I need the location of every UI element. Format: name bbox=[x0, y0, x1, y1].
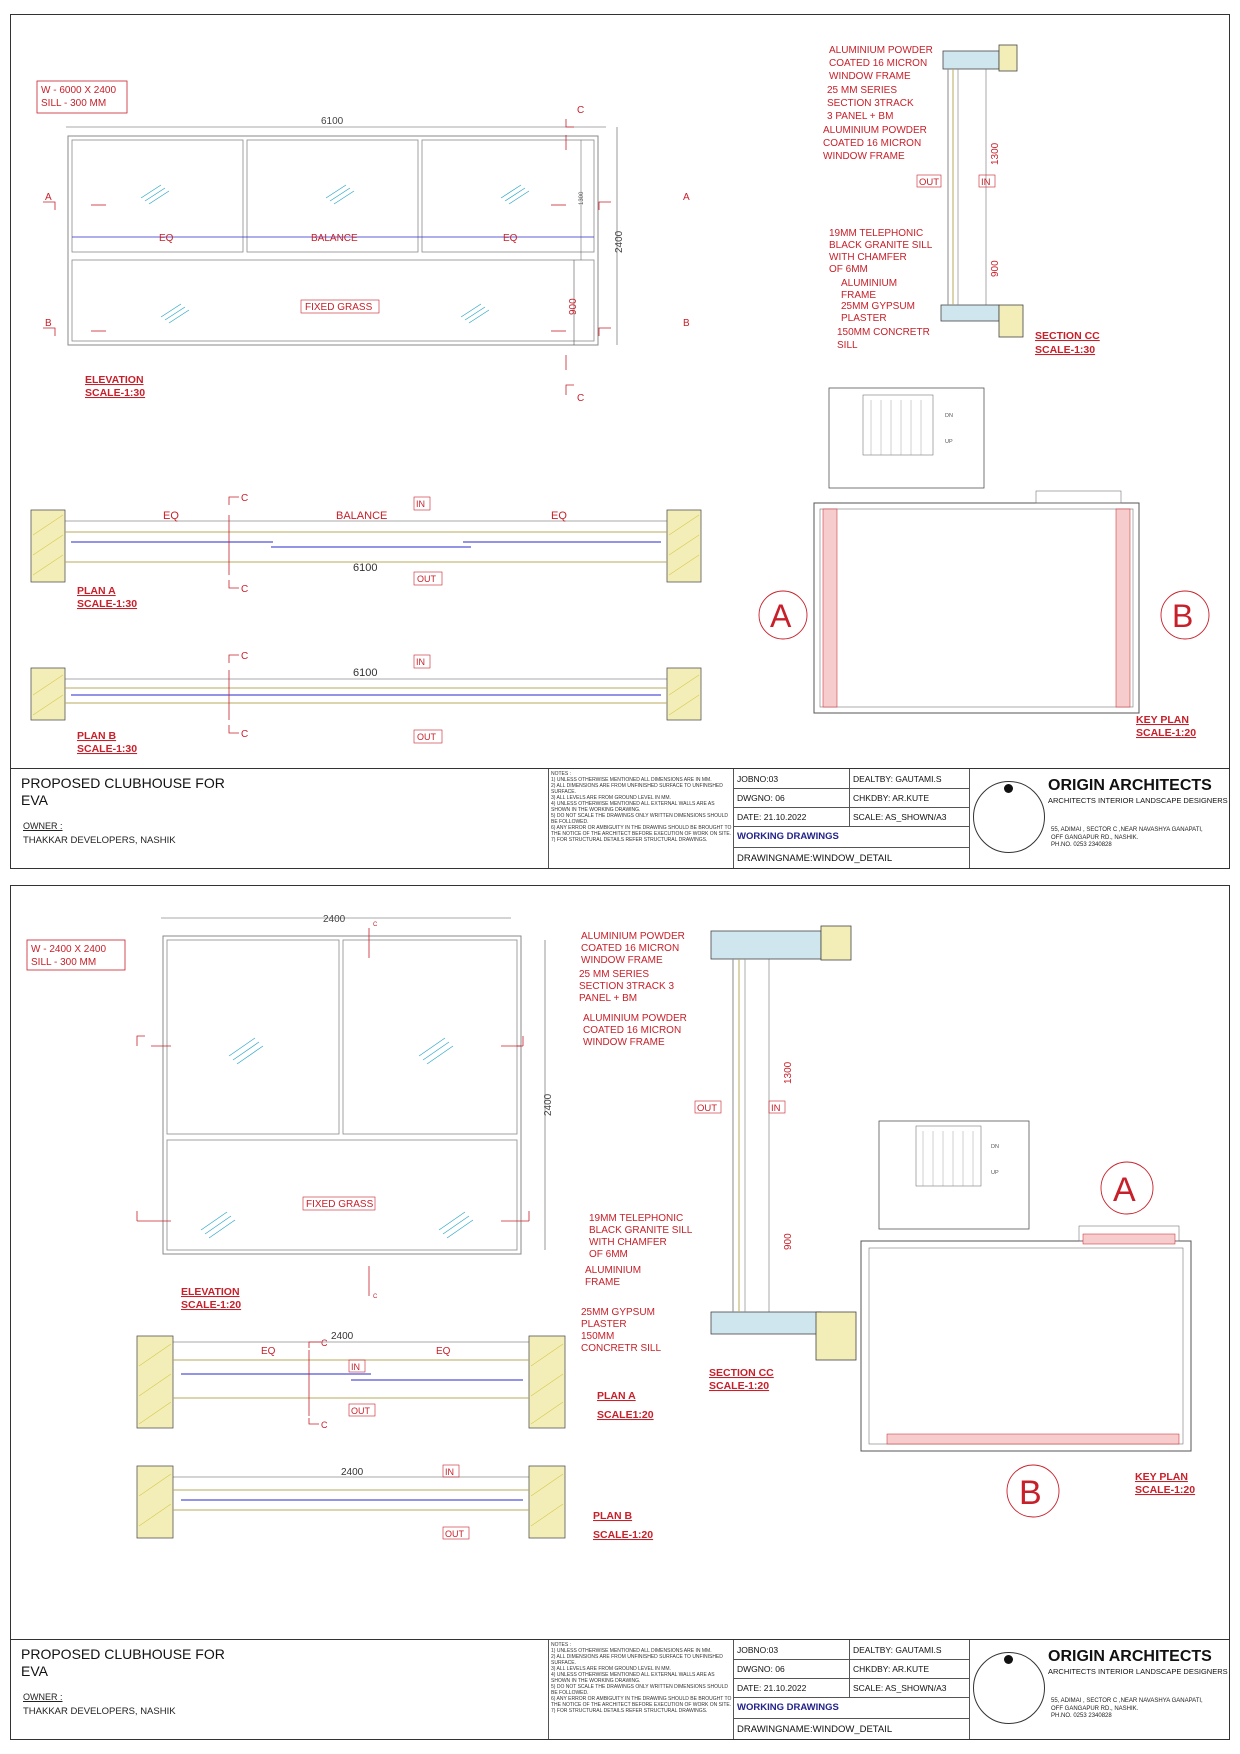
section-note-1: ALUMINIUM POWDER bbox=[829, 45, 933, 56]
fixed-glass-label: FIXED GRASS bbox=[305, 302, 373, 313]
plan-a-2-out: OUT bbox=[351, 1406, 370, 1416]
plan-b-c-top: C bbox=[241, 651, 249, 662]
address-2-phone: PH.NO. 0253 2340828 bbox=[1051, 1713, 1112, 1719]
key-plan-title: KEY PLAN bbox=[1136, 714, 1189, 726]
plan-a-in: IN bbox=[416, 499, 425, 509]
window-size-text: W - 6000 X 2400 bbox=[41, 85, 117, 96]
section-note2-4: OF 6MM bbox=[829, 264, 868, 275]
owner-name-2: THAKKAR DEVELOPERS, NASHIK bbox=[23, 1706, 176, 1717]
note-2-2: 2) ALL DIMENSIONS ARE FROM UNFINISHED SURFACE TO UNFINISHED SURFACE. bbox=[551, 1654, 723, 1666]
plan-a-2-in: IN bbox=[351, 1362, 360, 1372]
title-block-2 bbox=[11, 1639, 1229, 1739]
section-note2-9: 150MM CONCRETR bbox=[837, 327, 930, 338]
section-2-note-6: PANEL + BM bbox=[579, 993, 638, 1004]
section-cc-view bbox=[823, 45, 1100, 356]
elevation-view bbox=[43, 105, 690, 404]
notes-block bbox=[551, 771, 733, 843]
section-2-out: OUT bbox=[697, 1103, 718, 1114]
plan-b-scale: SCALE-1:30 bbox=[77, 743, 138, 755]
plan-a-2-c-bottom: C bbox=[321, 1420, 328, 1430]
drawing-date: DATE: 21.10.2022 bbox=[737, 812, 807, 822]
firm-name: ORIGIN ARCHITECTS bbox=[1048, 777, 1212, 794]
fixed-glass-label-2: FIXED GRASS bbox=[306, 1199, 374, 1210]
key-plan-mark-a: A bbox=[770, 598, 792, 634]
key-plan-2-mark-b: B bbox=[1019, 1474, 1042, 1512]
key-plan-dn: DN bbox=[945, 413, 953, 419]
sill-text: SILL - 300 MM bbox=[41, 98, 107, 109]
section-2-note-8: COATED 16 MICRON bbox=[583, 1025, 682, 1036]
address-2-line-1: 55, ADIMAI , SECTOR C ,NEAR NAVASHYA GANAPATI, bbox=[1051, 1698, 1203, 1704]
window-size-text-2: W - 2400 X 2400 bbox=[31, 944, 107, 955]
section-note-4: 25 MM SERIES bbox=[827, 85, 898, 96]
section-2-note-9: WINDOW FRAME bbox=[583, 1037, 665, 1048]
section-2-note2-9: 150MM bbox=[581, 1331, 615, 1342]
key-plan-up: UP bbox=[945, 439, 953, 445]
plan-a-width: 6100 bbox=[353, 562, 378, 574]
drawing-name-2: DRAWINGNAME:WINDOW_DETAIL bbox=[737, 1724, 893, 1735]
notes-title: NOTES : bbox=[551, 771, 572, 777]
section-note-9: WINDOW FRAME bbox=[823, 151, 905, 162]
key-plan-view-2 bbox=[861, 1121, 1195, 1517]
checked-by-2: CHKDBY: AR.KUTE bbox=[853, 1664, 930, 1674]
elevation-2-scale: SCALE-1:20 bbox=[181, 1299, 242, 1311]
note-2-3: 3) ALL LEVELS ARE FROM GROUND LEVEL IN MM. bbox=[551, 1666, 671, 1672]
section-note-7: ALUMINIUM POWDER bbox=[823, 125, 927, 136]
section-2-note2-3: WITH CHAMFER bbox=[589, 1237, 667, 1248]
section-note2-3: WITH CHAMFER bbox=[829, 252, 907, 263]
plan-a-2-scale: SCALE1:20 bbox=[597, 1409, 654, 1421]
elevation-scale: SCALE-1:30 bbox=[85, 387, 146, 399]
section-2-in: IN bbox=[771, 1103, 781, 1114]
section-note2-6: FRAME bbox=[841, 290, 876, 301]
drawing-sheet-1 bbox=[10, 14, 1230, 869]
note-5: 5) DO NOT SCALE THE DRAWINGS ONLY WRITTEN DIMENSIONS SHOULD BE FOLLOWED. bbox=[551, 813, 728, 825]
plan-a-label-eq-2: EQ bbox=[551, 510, 567, 522]
plan-b-2-width: 2400 bbox=[341, 1467, 364, 1478]
section-cc-view-2 bbox=[579, 926, 856, 1392]
section-note-5: SECTION 3TRACK bbox=[827, 98, 914, 109]
section-note2-2: BLACK GRANITE SILL bbox=[829, 240, 933, 251]
elev-label-eq-2: EQ bbox=[503, 233, 518, 244]
plan-b-in: IN bbox=[416, 657, 425, 667]
key-plan-2-scale: SCALE-1:20 bbox=[1135, 1484, 1196, 1496]
plan-b-width: 6100 bbox=[353, 667, 378, 679]
sill-text-2: SILL - 300 MM bbox=[31, 957, 97, 968]
section-2-note-2: COATED 16 MICRON bbox=[581, 943, 680, 954]
elevation-2-title: ELEVATION bbox=[181, 1286, 240, 1298]
section-2-note2-10: CONCRETR SILL bbox=[581, 1343, 662, 1354]
note-2: 2) ALL DIMENSIONS ARE FROM UNFINISHED SURFACE TO UNFINISHED SURFACE. bbox=[551, 783, 723, 795]
key-plan-2-mark-a: A bbox=[1113, 1171, 1136, 1209]
drawing-name: DRAWINGNAME:WINDOW_DETAIL bbox=[737, 853, 893, 864]
project-title-2: PROPOSED CLUBHOUSE FOR EVA bbox=[21, 1646, 225, 1679]
note-4: 4) UNLESS OTHERWISE MENTIONED ALL EXTERNAL WALLS ARE AS SHOWN IN THE WORKING DRAWING. bbox=[551, 801, 715, 813]
section-2-dim-bottom: 900 bbox=[783, 1233, 794, 1250]
plan-b-title: PLAN B bbox=[77, 730, 117, 742]
key-plan-scale: SCALE-1:20 bbox=[1136, 727, 1197, 739]
section-in: IN bbox=[981, 177, 991, 188]
plan-b-2-title: PLAN B bbox=[593, 1510, 633, 1522]
key-plan-2-title: KEY PLAN bbox=[1135, 1471, 1188, 1483]
job-number: JOBNO:03 bbox=[737, 774, 779, 784]
section-cc-scale: SCALE-1:30 bbox=[1035, 344, 1096, 356]
note-6: 6) ANY ERROR OR AMBIGUITY IN THE DRAWING SHOULD BE BROUGHT TO THE NOTICE OF THE ARCHITECT BEFORE EXECUTION OF WORK ON SITE. bbox=[551, 825, 732, 837]
firm-name-2: ORIGIN ARCHITECTS bbox=[1048, 1648, 1212, 1665]
elevation-height-dim: 2400 bbox=[614, 230, 625, 253]
firm-logo bbox=[973, 781, 1045, 853]
note-2-7: 7) FOR STRUCTURAL DETAILS REFER STRUCTURAL DRAWINGS. bbox=[551, 1708, 708, 1714]
section-mark-a-left: A bbox=[45, 192, 52, 203]
section-2-note-1: ALUMINIUM POWDER bbox=[581, 931, 685, 942]
section-cc-title: SECTION CC bbox=[1035, 330, 1100, 342]
elev-label-eq-1: EQ bbox=[159, 233, 174, 244]
firm-tagline: ARCHITECTS INTERIOR LANDSCAPE DESIGNERS bbox=[1048, 796, 1228, 805]
section-dim-bottom: 900 bbox=[990, 260, 1001, 277]
plan-b-2-in: IN bbox=[445, 1467, 454, 1477]
key-plan-view bbox=[759, 388, 1209, 739]
sheet-1-drawing bbox=[11, 15, 1231, 770]
section-2-note2-2: BLACK GRANITE SILL bbox=[589, 1225, 693, 1236]
section-cc-2-scale: SCALE-1:20 bbox=[709, 1380, 770, 1392]
key-plan-2-up: UP bbox=[991, 1170, 999, 1176]
drawing-number-2: DWGNO: 06 bbox=[737, 1664, 785, 1674]
working-drawings-label-2: WORKING DRAWINGS bbox=[737, 1702, 839, 1713]
firm-address bbox=[1051, 827, 1221, 850]
elevation-2-width-dim: 2400 bbox=[323, 914, 346, 925]
plan-b-c-bottom: C bbox=[241, 729, 249, 740]
elevation-width-dim: 6100 bbox=[321, 116, 344, 127]
section-cc-2-title: SECTION CC bbox=[709, 1367, 774, 1379]
section-note2-7: 25MM GYPSUM bbox=[841, 301, 915, 312]
address-phone: PH.NO. 0253 2340828 bbox=[1051, 842, 1112, 848]
plan-a-2-eq-2: EQ bbox=[436, 1346, 451, 1357]
section-2-note2-4: OF 6MM bbox=[589, 1249, 628, 1260]
section-2-note2-7: 25MM GYPSUM bbox=[581, 1307, 655, 1318]
plan-a-label-eq-1: EQ bbox=[163, 510, 179, 522]
plan-a-c-bottom: C bbox=[241, 584, 249, 595]
elev-2-c-top: C bbox=[373, 922, 378, 928]
owner-name: THAKKAR DEVELOPERS, NASHIK bbox=[23, 835, 176, 846]
drawing-number: DWGNO: 06 bbox=[737, 793, 785, 803]
section-2-note-4: 25 MM SERIES bbox=[579, 969, 650, 980]
plan-b-view bbox=[31, 651, 701, 755]
plan-a-c-top: C bbox=[241, 493, 249, 504]
plan-a-view bbox=[31, 493, 701, 610]
plan-a-scale: SCALE-1:30 bbox=[77, 598, 138, 610]
section-note2-10: SILL bbox=[837, 340, 858, 351]
elev-2-c-bottom: C bbox=[373, 1294, 378, 1300]
working-drawings-label: WORKING DRAWINGS bbox=[737, 831, 839, 842]
plan-a-2-width: 2400 bbox=[331, 1331, 354, 1342]
key-plan-mark-b: B bbox=[1172, 598, 1194, 634]
note-1: 1) UNLESS OTHERWISE MENTIONED ALL DIMENSIONS ARE IN MM. bbox=[551, 777, 712, 783]
plan-a-label-balance: BALANCE bbox=[336, 510, 388, 522]
owner-label: OWNER : bbox=[23, 821, 63, 831]
plan-a-view-2 bbox=[137, 1331, 654, 1430]
section-note2-8: PLASTER bbox=[841, 313, 887, 324]
owner-label-2: OWNER : bbox=[23, 1692, 63, 1702]
plan-a-out: OUT bbox=[417, 574, 436, 584]
section-2-note2-6: FRAME bbox=[585, 1277, 620, 1288]
elevation-view-2 bbox=[137, 914, 554, 1311]
title-block bbox=[11, 768, 1229, 868]
plan-b-2-scale: SCALE-1:20 bbox=[593, 1529, 654, 1541]
section-mark-b-left: B bbox=[45, 318, 52, 329]
drawing-scale: SCALE: AS_SHOWN/A3 bbox=[853, 812, 947, 822]
drawing-date-2: DATE: 21.10.2022 bbox=[737, 1683, 807, 1693]
section-note-3: WINDOW FRAME bbox=[829, 71, 911, 82]
dealt-by: DEALTBY: GAUTAMI.S bbox=[853, 774, 942, 784]
section-2-note-3: WINDOW FRAME bbox=[581, 955, 663, 966]
section-2-note2-8: PLASTER bbox=[581, 1319, 627, 1330]
section-note-8: COATED 16 MICRON bbox=[823, 138, 922, 149]
section-2-note-5: SECTION 3TRACK 3 bbox=[579, 981, 675, 992]
section-2-note-7: ALUMINIUM POWDER bbox=[583, 1013, 687, 1024]
note-2-1: 1) UNLESS OTHERWISE MENTIONED ALL DIMENSIONS ARE IN MM. bbox=[551, 1648, 712, 1654]
plan-a-title: PLAN A bbox=[77, 585, 116, 597]
plan-a-2-c-top: C bbox=[321, 1338, 328, 1348]
address-line-2: OFF GANGAPUR RD., NASHIK. bbox=[1051, 834, 1139, 841]
note-2-6: 6) ANY ERROR OR AMBIGUITY IN THE DRAWING SHOULD BE BROUGHT TO THE NOTICE OF THE ARCHITECT BEFORE EXECUTION OF WORK ON SITE. bbox=[551, 1696, 732, 1708]
checked-by: CHKDBY: AR.KUTE bbox=[853, 793, 930, 803]
section-2-note2-5: ALUMINIUM bbox=[585, 1265, 642, 1276]
note-7: 7) FOR STRUCTURAL DETAILS REFER STRUCTURAL DRAWINGS. bbox=[551, 837, 708, 843]
dealt-by-2: DEALTBY: GAUTAMI.S bbox=[853, 1645, 942, 1655]
section-mark-a-right: A bbox=[683, 192, 690, 203]
section-mark-b-right: B bbox=[683, 318, 690, 329]
address-2-line-2: OFF GANGAPUR RD., NASHIK. bbox=[1051, 1705, 1139, 1712]
plan-b-view-2 bbox=[137, 1465, 653, 1541]
drawing-scale-2: SCALE: AS_SHOWN/A3 bbox=[853, 1683, 947, 1693]
section-note-2: COATED 16 MICRON bbox=[829, 58, 928, 69]
section-2-dim-top: 1300 bbox=[783, 1061, 794, 1084]
section-dim-top: 1300 bbox=[990, 142, 1001, 165]
elev-bottom-height-dim: 900 bbox=[568, 298, 579, 315]
note-2-5: 5) DO NOT SCALE THE DRAWINGS ONLY WRITTEN DIMENSIONS SHOULD BE FOLLOWED. bbox=[551, 1684, 728, 1696]
plan-b-out: OUT bbox=[417, 732, 436, 742]
elev-top-height-dim: 1300 bbox=[579, 191, 585, 205]
section-2-note2-1: 19MM TELEPHONIC bbox=[589, 1213, 684, 1224]
section-mark-c-bottom: C bbox=[577, 393, 585, 404]
section-note2-1: 19MM TELEPHONIC bbox=[829, 228, 924, 239]
firm-logo-2 bbox=[973, 1652, 1045, 1724]
plan-a-2-eq-1: EQ bbox=[261, 1346, 276, 1357]
section-note2-5: ALUMINIUM bbox=[841, 278, 898, 289]
plan-a-2-title: PLAN A bbox=[597, 1390, 636, 1402]
project-title: PROPOSED CLUBHOUSE FOR EVA bbox=[21, 775, 225, 808]
drawing-sheet-2 bbox=[10, 885, 1230, 1740]
note-2-4: 4) UNLESS OTHERWISE MENTIONED ALL EXTERNAL WALLS ARE AS SHOWN IN THE WORKING DRAWING. bbox=[551, 1672, 715, 1684]
plan-b-2-out: OUT bbox=[445, 1529, 464, 1539]
sheet-2-drawing bbox=[11, 886, 1231, 1641]
elevation-2-height-dim: 2400 bbox=[543, 1093, 554, 1116]
notes-title-2: NOTES : bbox=[551, 1642, 572, 1648]
key-plan-2-dn: DN bbox=[991, 1144, 999, 1150]
firm-address-2 bbox=[1051, 1698, 1221, 1721]
address-line-1: 55, ADIMAI , SECTOR C ,NEAR NAVASHYA GANAPATI, bbox=[1051, 827, 1203, 833]
section-out: OUT bbox=[919, 177, 940, 188]
section-mark-c-top: C bbox=[577, 105, 585, 116]
job-number-2: JOBNO:03 bbox=[737, 1645, 779, 1655]
elevation-title: ELEVATION bbox=[85, 374, 144, 386]
notes-block-2 bbox=[551, 1642, 733, 1714]
firm-tagline-2: ARCHITECTS INTERIOR LANDSCAPE DESIGNERS bbox=[1048, 1667, 1228, 1676]
section-note-6: 3 PANEL + BM bbox=[827, 111, 894, 122]
note-3: 3) ALL LEVELS ARE FROM GROUND LEVEL IN MM. bbox=[551, 795, 671, 801]
elev-label-balance: BALANCE bbox=[311, 233, 358, 244]
